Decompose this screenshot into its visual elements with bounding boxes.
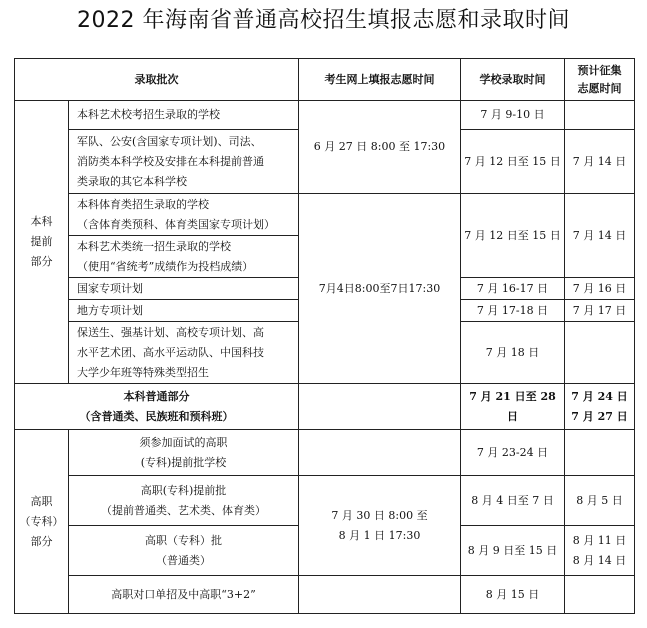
batch-line: 本科体育类招生录取的学校 [77,197,209,211]
table-row [15,194,635,236]
extra-time-cell: 7 月 16 日 [565,278,635,300]
extra-time-cell [565,576,635,614]
group-early-line3: 部分 [30,255,53,268]
extra-line: 8 月 11 日 [572,533,627,547]
page-title: 2022 年海南省普通高校招生填报志愿和录取时间 [77,8,570,33]
batch-line: （含普通类、民族班和预科班） [79,409,234,423]
admit-time-cell: 7 月 18 日 [461,322,565,384]
admit-time-cell: 8 月 15 日 [461,576,565,614]
batch-cell: 高职对口单招及中高职“3+2” [69,576,299,614]
admit-time-cell: 7 月 17-18 日 [461,300,565,322]
batch-line: 保送生、强基计划、高校专项计划、高 [77,325,264,339]
admit-time-cell: 7 月 21 日至 28 日 [461,384,565,430]
extra-time-cell [565,322,635,384]
group-voc-line1: 高职 [30,494,53,508]
table-row [15,430,635,476]
extra-time-cell: 7 月 14 日 [565,130,635,194]
batch-cell [69,322,299,384]
batch-cell [69,526,299,576]
apply-line: 8 月 1 日 17:30 [338,528,421,542]
group-early-line2: 提前 [30,235,53,248]
apply-time-cell: 7月4日8:00至7日17:30 [299,194,461,384]
admit-time-cell: 7 月 9-10 日 [461,101,565,130]
extra-time-cell [565,430,635,476]
batch-line: 类录取的其它本科学校 [77,174,187,188]
apply-time-cell [299,576,461,614]
admit-time-cell: 7 月 16-17 日 [461,278,565,300]
batch-line: 消防类本科学校及安排在本科提前普通 [77,154,264,168]
batch-cell [69,430,299,476]
batch-line: （提前普通类、艺术类、体育类） [101,503,266,517]
apply-time-cell [299,430,461,476]
batch-cell [69,476,299,526]
extra-line: 7 月 24 日 [571,389,628,403]
admit-time-cell: 7 月 12 日至 15 日 [461,194,565,278]
batch-cell [15,384,299,430]
schedule-table [14,58,635,614]
batch-line: 军队、公安(含国家专项计划)、司法、 [77,134,262,148]
group-voc-line3: 部分 [30,534,53,548]
header-apply-time: 考生网上填报志愿时间 [299,59,461,101]
batch-line: (专科)提前批学校 [140,455,227,469]
extra-time-cell [565,384,635,430]
table-row [15,576,635,614]
batch-line: （使用“省统考”成绩作为投档成绩） [77,259,254,273]
group-vocational [15,430,69,614]
table-row [15,101,635,130]
header-batch: 录取批次 [15,59,299,101]
extra-time-cell: 8 月 5 日 [565,476,635,526]
extra-time-cell [565,526,635,576]
header-extra-time [565,59,635,101]
apply-line: 7 月 30 日 8:00 至 [331,508,428,522]
batch-cell [69,194,299,236]
apply-time-cell [299,476,461,576]
group-early [15,101,69,384]
batch-line: （普通类） [156,553,211,567]
extra-line: 8 月 14 日 [572,553,627,567]
admit-time-cell: 8 月 9 日至 15 日 [461,526,565,576]
batch-line: 须参加面试的高职 [139,435,228,449]
header-extra-line1: 预计征集 [577,63,622,77]
batch-cell: 地方专项计划 [69,300,299,322]
table-row [15,384,635,430]
group-voc-line2: （专科） [19,514,64,528]
batch-cell [69,130,299,194]
admit-time-cell: 7 月 12 日至 15 日 [461,130,565,194]
admit-time-cell: 7 月 23-24 日 [461,430,565,476]
batch-cell: 本科艺术校考招生录取的学校 [69,101,299,130]
batch-line: 高职(专科)提前批 [140,483,227,497]
batch-cell [69,236,299,278]
apply-time-cell [299,384,461,430]
batch-line: 水平艺术团、高水平运动队、中国科技 [77,345,264,359]
batch-line: （含体育类预科、体育类国家专项计划） [77,217,275,231]
batch-line: 高职（专科）批 [145,533,222,547]
extra-time-cell: 7 月 14 日 [565,194,635,278]
header-row [15,59,635,101]
batch-line: 大学少年班等特殊类型招生 [77,365,209,379]
batch-line: 本科艺术类统一招生录取的学校 [77,239,231,253]
batch-line: 本科普通部分 [123,389,190,403]
group-early-line1: 本科 [30,215,53,228]
extra-time-cell [565,101,635,130]
extra-time-cell: 7 月 17 日 [565,300,635,322]
admit-time-cell: 8 月 4 日至 7 日 [461,476,565,526]
batch-cell: 国家专项计划 [69,278,299,300]
extra-line: 7 月 27 日 [571,409,628,423]
header-extra-line2: 志愿时间 [577,81,622,95]
table-row [15,476,635,526]
apply-time-cell: 6 月 27 日 8:00 至 17:30 [299,101,461,194]
header-admit-time: 学校录取时间 [461,59,565,101]
